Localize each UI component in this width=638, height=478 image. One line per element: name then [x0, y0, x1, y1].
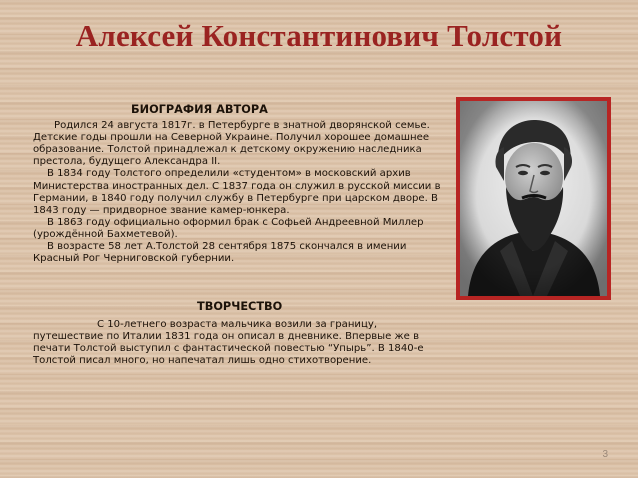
works-paragraph: С 10-летнего возраста мальчика возили за границу, путешествие по Италии 1831 года он описал в дневнике. Впервые же в печати Толстой выступил с фантастической повестью “Упырь”. В 1840-е Толстой писал много, но напечатал лишь одно стихотворение.: [33, 319, 424, 367]
page-number: 3: [602, 449, 608, 460]
biography-heading: БИОГРАФИЯ АВТОРА: [131, 103, 268, 116]
biography-section: [33, 104, 447, 265]
slide-title: Алексей Константинович Толстой: [75, 18, 563, 53]
biography-paragraph: Родился 24 августа 1817г. в Петербурге в знатной дворянской семье. Детские годы прошли на Северной Украине. Получил хорошее домашнее образование. Толстой принадлежал к детскому окружению наследника престола, будущего Александра II.: [33, 120, 430, 168]
biography-paragraph: В возрасте 58 лет А.Толстой 28 сентября 1875 скончался в имении Красный Рог Черниговской губернии.: [33, 241, 407, 265]
biography-paragraph: В 1834 году Толстого определили «студентом» в московский архив Министерства иностранных дел. С 1837 года он служил в русской миссии в Германии, в 1840 году получил службу в Петербурге при царском дворе. В 1843 году — придворное звание камер-юнкера.: [33, 168, 441, 216]
works-heading: ТВОРЧЕСТВО: [197, 300, 283, 313]
portrait-frame: [456, 97, 611, 300]
portrait-photo-icon: [460, 101, 607, 296]
works-section: [33, 301, 433, 367]
biography-paragraph: В 1863 году официально оформил брак с Софьей Андреевной Миллер (урождённой Бахметевой).: [33, 216, 424, 240]
